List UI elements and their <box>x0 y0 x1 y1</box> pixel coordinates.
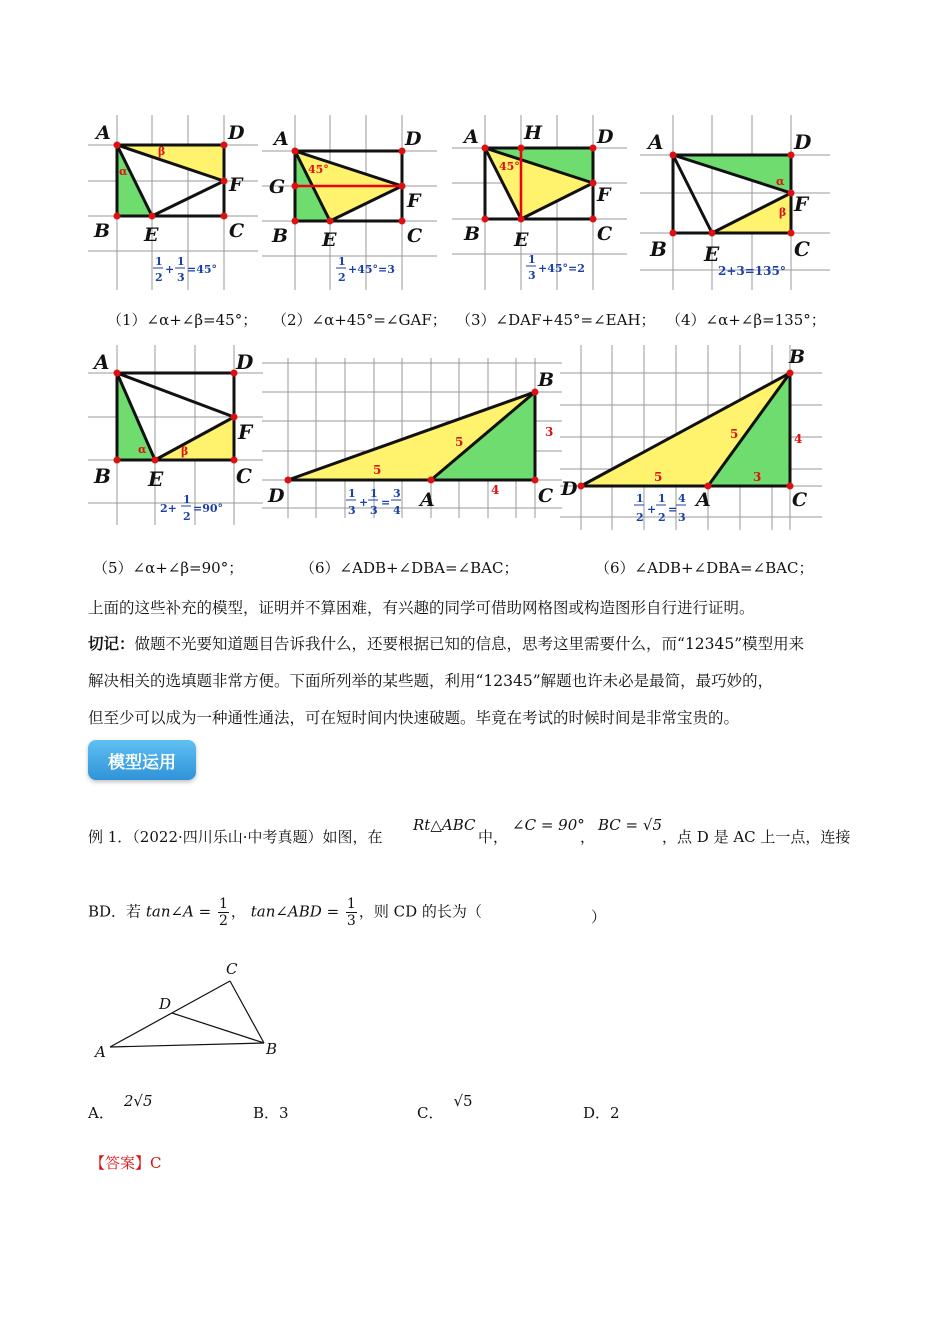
point-C: C <box>794 237 810 261</box>
point-A: A <box>420 489 435 511</box>
angle-alpha: α <box>138 443 147 456</box>
point-E: E <box>144 224 159 246</box>
svg-text:2: 2 <box>658 511 666 524</box>
example-line-1 <box>88 826 383 847</box>
point-F: F <box>407 190 421 212</box>
point-A: A <box>96 122 111 144</box>
point-E: E <box>704 242 720 266</box>
svg-text:2: 2 <box>338 271 346 284</box>
example-tail-2: ，则 CD 的长为（ <box>358 902 482 921</box>
point-C: C <box>792 489 808 511</box>
caption-1: （1）∠α+∠β=45°； <box>107 311 258 329</box>
angle-beta: β <box>181 445 189 458</box>
svg-text:1: 1 <box>370 487 378 500</box>
point-F: F <box>229 174 243 196</box>
point-G: G <box>269 176 286 198</box>
svg-text:+45°=3: +45°=3 <box>348 263 395 276</box>
example-bd: BD．若 <box>88 902 142 921</box>
point-D: D <box>236 350 254 374</box>
point-E: E <box>148 467 164 491</box>
example-line-2: BD．若 tan∠A = $\frac{1}{2}$ ， tan∠ABD = $\frac{1}{3}$ ，则 CD 的长为（ <box>88 896 482 929</box>
caption-3: （3）∠DAF+45°=∠EAH； <box>456 311 656 329</box>
point-F: F <box>597 184 611 206</box>
tan-a-fraction: $\frac{1}{2}$ <box>219 896 228 929</box>
note-line-1 <box>88 636 804 653</box>
caption-4: （4）∠α+∠β=135°； <box>666 311 826 329</box>
figure-4 <box>640 115 830 290</box>
caption-6a: （6）∠ADB+∠DBA=∠BAC； <box>300 559 519 577</box>
svg-text:2: 2 <box>155 271 163 284</box>
point-C: C <box>236 464 252 488</box>
point-C: C <box>407 225 423 247</box>
tan-a: tan∠A = <box>145 902 212 921</box>
svg-text:4: 4 <box>678 492 686 505</box>
example-prefix: 例 1．（2022·四川乐山·中考真题）如图，在 <box>88 828 383 846</box>
answer: 【答案】C <box>90 1154 162 1172</box>
figure-3 <box>452 115 627 290</box>
example-tail-1: ，点 D 是 AC 上一点，连接 <box>662 828 851 846</box>
svg-text:=: = <box>668 503 678 516</box>
point-A: A <box>94 350 110 374</box>
angle-beta: β <box>158 145 166 158</box>
length-BC: 3 <box>545 425 554 439</box>
svg-text:=90°: =90° <box>193 502 224 515</box>
svg-text:1: 1 <box>183 493 191 506</box>
svg-text:1: 1 <box>338 255 346 268</box>
point-A: A <box>274 128 289 150</box>
figure-5 <box>88 345 263 525</box>
point-A: A <box>648 130 664 154</box>
point-H: H <box>524 122 542 144</box>
point-D: D <box>561 478 578 500</box>
option-c[interactable]: C．√5 <box>417 1092 473 1122</box>
point-C: C <box>226 960 238 978</box>
svg-text:2: 2 <box>636 511 644 524</box>
point-D: D <box>405 128 422 150</box>
angle-45: 45° <box>308 163 329 176</box>
angle-alpha: α <box>119 165 128 178</box>
point-C: C <box>597 223 613 245</box>
paragraph-proof-note: 上面的这些补充的模型，证明并不算困难，有兴趣的同学可借助网格图或构造图形自行进行证明。 <box>88 599 755 617</box>
option-b[interactable]: B．3 <box>253 1104 289 1122</box>
angle-45: 45° <box>499 160 520 173</box>
note-text-1: 做题不光要知道题目告诉我什么，还要根据已知的信息，思考这里需要什么，而“12345”模型用来 <box>134 635 805 653</box>
point-D: D <box>159 995 172 1013</box>
example-close-paren: ） <box>591 908 607 926</box>
length-AC: 4 <box>491 483 500 497</box>
svg-text:1: 1 <box>528 253 536 266</box>
example-mid: 中， <box>478 828 509 846</box>
svg-text:1: 1 <box>348 487 356 500</box>
point-A: A <box>95 1043 106 1061</box>
point-D: D <box>597 126 614 148</box>
length-BC: 4 <box>794 432 803 446</box>
svg-text:2: 2 <box>183 510 191 523</box>
svg-text:3: 3 <box>177 271 185 284</box>
angle-beta: β <box>779 206 787 219</box>
point-D: D <box>794 130 812 154</box>
point-A: A <box>464 126 479 148</box>
caption-6b: （6）∠ADB+∠DBA=∠BAC； <box>595 559 814 577</box>
point-F: F <box>794 192 809 216</box>
figure-2 <box>262 115 437 290</box>
point-B: B <box>464 223 481 245</box>
svg-text:3: 3 <box>370 504 378 517</box>
option-d[interactable]: D．2 <box>583 1104 620 1122</box>
point-E: E <box>514 229 529 251</box>
svg-text:=: = <box>381 496 391 509</box>
svg-text:1: 1 <box>636 492 644 505</box>
point-D: D <box>228 122 245 144</box>
point-B: B <box>538 369 555 391</box>
figure-6b <box>560 345 822 530</box>
svg-text:4: 4 <box>393 504 401 517</box>
svg-text:1: 1 <box>177 255 185 268</box>
figure-6a <box>262 358 562 518</box>
svg-text:1: 1 <box>658 492 666 505</box>
figure-1 <box>88 115 258 290</box>
example-diagram <box>92 957 292 1067</box>
svg-text:3: 3 <box>528 269 536 282</box>
svg-text:2+: 2+ <box>160 502 177 515</box>
example-bc: BC = √5 <box>598 816 662 834</box>
tan-abd-fraction: $\frac{1}{3}$ <box>346 896 356 929</box>
section-badge: 模型运用 <box>88 740 196 780</box>
point-B: B <box>789 346 806 368</box>
point-B: B <box>94 220 111 242</box>
svg-text:1: 1 <box>155 255 163 268</box>
length-AB: 5 <box>730 427 739 441</box>
point-C: C <box>538 485 554 507</box>
note-line-3: 但至少可以成为一种通性通法，可在短时间内快速破题。毕竟在考试的时候时间是非常宝贵的。 <box>88 709 740 727</box>
svg-text:+45°=2: +45°=2 <box>538 262 585 275</box>
svg-text:3: 3 <box>393 487 401 500</box>
example-rt: Rt△ABC <box>413 816 476 834</box>
example-angle-c: ∠C = 90° <box>512 816 585 834</box>
svg-text:+: + <box>647 503 657 516</box>
point-B: B <box>650 237 667 261</box>
point-B: B <box>272 225 289 247</box>
caption-2: （2）∠α+45°=∠GAF； <box>272 311 447 329</box>
length-AC: 3 <box>753 470 762 484</box>
svg-text:=45°: =45° <box>187 263 218 276</box>
length-DB: 5 <box>654 470 663 484</box>
point-B: B <box>266 1040 278 1058</box>
option-a[interactable]: A．2√5 <box>88 1092 153 1122</box>
point-B: B <box>94 464 111 488</box>
note-line-2: 解决相关的选填题非常方便。下面所列举的某些题，利用“12345”解题也许未必是最简，最巧妙的， <box>88 672 774 690</box>
angle-alpha: α <box>776 175 785 188</box>
point-A: A <box>696 489 711 511</box>
tan-abd: tan∠ABD = <box>250 902 340 921</box>
point-E: E <box>322 229 337 251</box>
point-F: F <box>238 420 253 444</box>
length-AB: 5 <box>455 435 464 449</box>
formula: 2+3=135° <box>718 264 786 278</box>
svg-text:3: 3 <box>348 504 356 517</box>
svg-text:3: 3 <box>678 511 686 524</box>
svg-text:+: + <box>165 263 175 276</box>
caption-5: （5）∠α+∠β=90°； <box>93 559 244 577</box>
length-DB: 5 <box>373 463 382 477</box>
point-D: D <box>268 485 285 507</box>
example-comma: ， <box>580 828 596 846</box>
point-C: C <box>229 220 245 242</box>
svg-text:+: + <box>359 496 369 509</box>
note-label: 切记： <box>88 634 135 653</box>
